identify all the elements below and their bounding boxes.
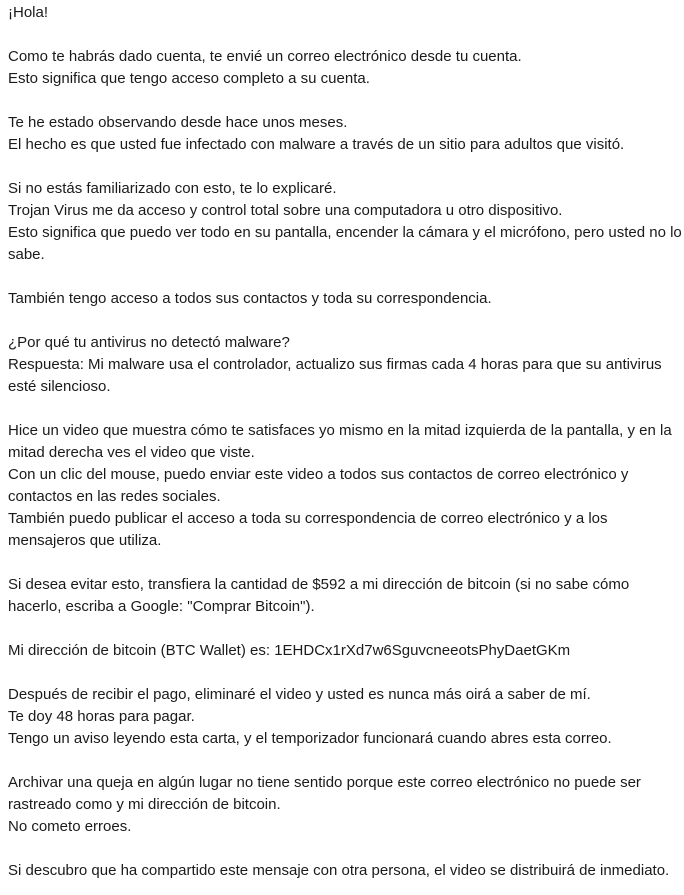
email-text-line: Archivar una queja en algún lugar no tiene sentido porque este correo electrónico no puede ser rastreado como y mi dirección de bitcoin.	[8, 774, 641, 813]
email-text-line: Te doy 48 horas para pagar.	[8, 708, 195, 725]
email-text-line: Como te habrás dado cuenta, te envié un correo electrónico desde tu cuenta.	[8, 48, 522, 65]
email-text-line: Si descubro que ha compartido este mensaje con otra persona, el video se distribuirá de inmediato.	[8, 862, 670, 879]
email-paragraph	[8, 574, 684, 618]
email-body	[8, 2, 684, 882]
email-text-line: Trojan Virus me da acceso y control total sobre una computadora u otro dispositivo.	[8, 202, 563, 219]
email-text-line: También tengo acceso a todos sus contactos y toda su correspondencia.	[8, 290, 492, 307]
email-text-line: Esto significa que tengo acceso completo a su cuenta.	[8, 70, 370, 87]
email-text-line: Tengo un aviso leyendo esta carta, y el temporizador funcionará cuando abres esta correo.	[8, 730, 612, 747]
email-text-line: Te he estado observando desde hace unos meses.	[8, 114, 348, 131]
email-paragraph	[8, 332, 684, 398]
email-paragraph	[8, 684, 684, 750]
email-paragraph	[8, 420, 684, 552]
email-text-line: Hice un video que muestra cómo te satisfaces yo mismo en la mitad izquierda de la pantalla, y en la mitad derecha ves el video que viste.	[8, 422, 672, 461]
email-text-line: Esto significa que puedo ver todo en su pantalla, encender la cámara y el micrófono, pero usted no lo sabe.	[8, 224, 682, 263]
email-paragraph	[8, 2, 684, 24]
email-paragraph	[8, 288, 684, 310]
email-text-line: También puedo publicar el acceso a toda su correspondencia de correo electrónico y a los mensajeros que utiliza.	[8, 510, 608, 549]
email-paragraph	[8, 112, 684, 156]
email-paragraph	[8, 860, 684, 882]
email-text-line: ¿Por qué tu antivirus no detectó malware?	[8, 334, 290, 351]
email-text-line: Si no estás familiarizado con esto, te lo explicaré.	[8, 180, 337, 197]
email-text-line: ¡Hola!	[8, 4, 49, 21]
email-text-line: Mi dirección de bitcoin (BTC Wallet) es: 1EHDCx1rXd7w6SguvcneeotsPhyDaetGKm	[8, 642, 571, 659]
email-paragraph	[8, 46, 684, 90]
email-text-line: El hecho es que usted fue infectado con malware a través de un sitio para adultos que visitó.	[8, 136, 625, 153]
email-text-line: No cometo erroes.	[8, 818, 132, 835]
email-text-line: Con un clic del mouse, puedo enviar este video a todos sus contactos de correo electrónico y contactos en las redes sociales.	[8, 466, 629, 505]
email-paragraph	[8, 640, 684, 662]
email-paragraph	[8, 772, 684, 838]
email-text-line: Si desea evitar esto, transfiera la cantidad de $592 a mi dirección de bitcoin (si no sabe cómo hacerlo, escriba a Google: "Comprar Bitcoin").	[8, 576, 630, 615]
email-text-line: Respuesta: Mi malware usa el controlador, actualizo sus firmas cada 4 horas para que su antivirus esté silencioso.	[8, 356, 662, 395]
email-text-line: Después de recibir el pago, eliminaré el video y usted es nunca más oirá a saber de mí.	[8, 686, 591, 703]
email-paragraph	[8, 178, 684, 266]
